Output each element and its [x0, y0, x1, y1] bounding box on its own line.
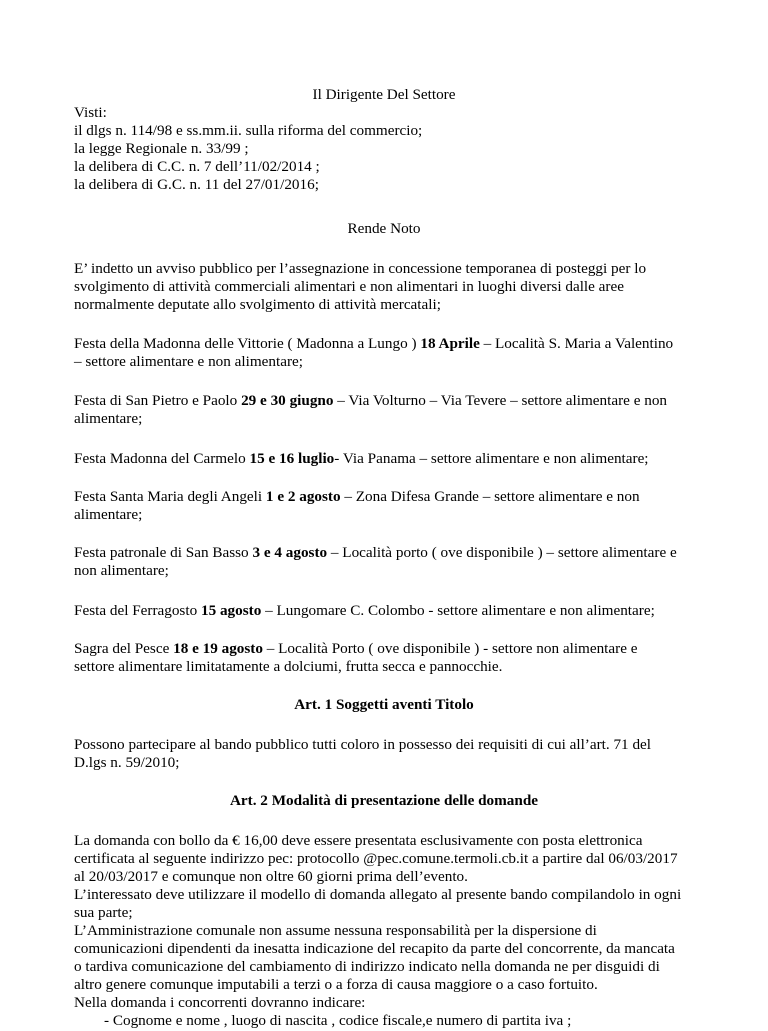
art2-text: o tardiva comunicazione del cambiamento di indirizzo indicato nella domanda ne per disguidi di [74, 958, 660, 975]
event-line: Festa del Ferragosto 15 agosto – Lungomare C. Colombo - settore alimentare e non alimentare; [74, 602, 655, 619]
art1-text: Possono partecipare al bando pubblico tutti coloro in possesso dei requisiti di cui all’art. 71 del [74, 736, 652, 753]
event-date: 15 e 16 luglio [249, 450, 335, 467]
event-line: Festa Madonna del Carmelo 15 e 16 luglio- Via Panama – settore alimentare e non alimentare; [74, 450, 649, 467]
event-line: Festa di San Pietro e Paolo 29 e 30 giugno – Via Volturno – Via Tevere – settore alimentare e non [74, 392, 668, 409]
art2-text: L’Amministrazione comunale non assume nessuna responsabilità per la dispersione di [74, 922, 597, 939]
visti-item: la delibera di C.C. n. 7 dell’11/02/2014 ; [74, 158, 320, 175]
event-line: alimentare; [74, 506, 143, 523]
event-line: Sagra del Pesce 18 e 19 agosto – Località Porto ( ove disponibile ) - settore non alimentare e [74, 640, 638, 657]
event-line: alimentare; [74, 410, 143, 427]
art2-text: Nella domanda i concorrenti dovranno indicare: [74, 994, 366, 1011]
visti-item: il dlgs n. 114/98 e ss.mm.ii. sulla riforma del commercio; [74, 122, 423, 139]
event-date: 3 e 4 agosto [252, 544, 328, 561]
art2-text: certificata al seguente indirizzo pec: protocollo @pec.comune.termoli.cb.it a partire dal 06/03/2017 [74, 850, 678, 867]
event-line: Festa patronale di San Basso 3 e 4 agosto – Località porto ( ove disponibile ) – settore alimentare e [74, 544, 677, 561]
event-date: 15 agosto [200, 602, 262, 619]
art2-text: sua parte; [74, 904, 133, 921]
visti-label: Visti: [74, 104, 107, 121]
art2-bullet: - Cognome e nome , luogo di nascita , codice fiscale,e numero di partita iva ; [104, 1012, 572, 1029]
visti-item: la legge Regionale n. 33/99 ; [74, 140, 249, 157]
event-line: non alimentare; [74, 562, 169, 579]
art2-text: L’interessato deve utilizzare il modello di domanda allegato al presente bando compilandolo in ogni [74, 886, 682, 903]
art2-text: comunicazioni dipendenti da inesatta indicazione del recapito da parte del concorrente, da mancata [74, 940, 675, 957]
intro-line: normalmente deputate allo svolgimento di attività mercatali; [74, 296, 441, 313]
art2-text: altro genere comunque imputabili a terzi o a forza di causa maggiore o a caso fortuito. [74, 976, 598, 993]
event-date: 18 e 19 agosto [173, 640, 263, 657]
art1-text: D.lgs n. 59/2010; [74, 754, 180, 771]
art2-heading: Art. 2 Modalità di presentazione delle domande [229, 792, 539, 809]
art1-heading: Art. 1 Soggetti aventi Titolo [294, 696, 474, 713]
event-line: – settore alimentare e non alimentare; [74, 353, 303, 370]
event-date: 1 e 2 agosto [265, 488, 341, 505]
event-line: Festa Santa Maria degli Angeli 1 e 2 agosto – Zona Difesa Grande – settore alimentare e non [74, 488, 640, 505]
visti-item: la delibera di G.C. n. 11 del 27/01/2016; [74, 176, 319, 193]
event-line: settore alimentare limitatamente a dolciumi, frutta secca e pannocchie. [74, 658, 503, 675]
art2-text: La domanda con bollo da € 16,00 deve essere presentata esclusivamente con posta elettronica [74, 832, 643, 849]
event-date: 18 Aprile [420, 335, 480, 352]
event-date: 29 e 30 giugno [241, 392, 334, 409]
event-line: Festa della Madonna delle Vittorie ( Madonna a Lungo ) 18 Aprile – Località S. Maria a Valentino [74, 335, 674, 352]
intro-line: E’ indetto un avviso pubblico per l’assegnazione in concessione temporanea di posteggi per lo [74, 260, 647, 277]
art2-text: al 20/03/2017 e comunque non oltre 60 giorni prima dell’evento. [74, 868, 468, 885]
rende-noto-heading: Rende Noto [347, 220, 421, 237]
document-title: Il Dirigente Del Settore [312, 86, 456, 103]
intro-line: svolgimento di attività commerciali alimentari e non alimentari in luoghi diversi dalle aree [74, 278, 624, 295]
